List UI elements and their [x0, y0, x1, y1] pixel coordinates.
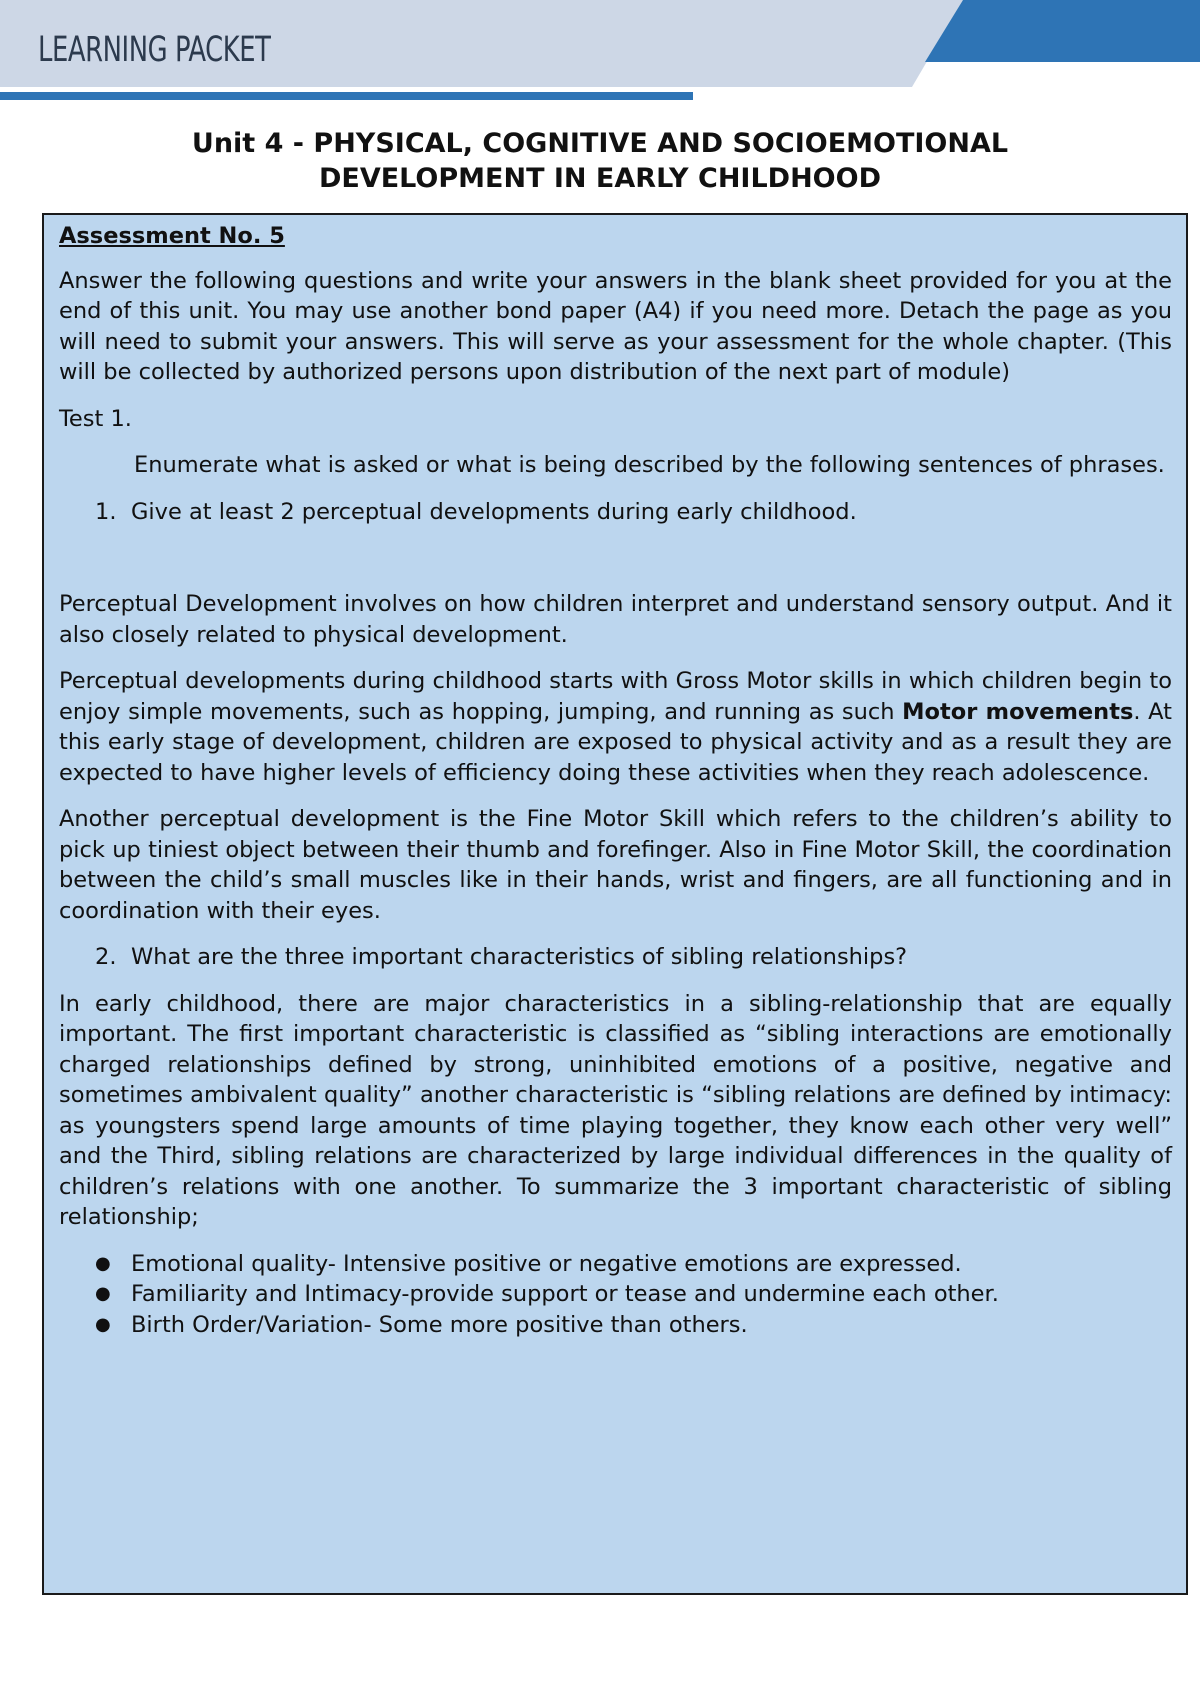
question-2-text: What are the three important characteristics of sibling relationships? — [131, 944, 908, 970]
answer-1-p2-text-a: Perceptual developments during childhood starts with Gross Motor skills in which children begin to enjoy simple movements, such as hopping, jumping, and running as such — [59, 668, 1172, 725]
list-item-text: Familiarity and Intimacy-provide support or tease and undermine each other. — [131, 1281, 999, 1307]
instructions-paragraph: Answer the following questions and write your answers in the blank sheet provided for you at the end of this unit. You may use another bond paper (A4) if you need more. Detach the page as you will need to submit your answers. This will serve as your assessment for the whole chapter. (This will be collected by authorized persons upon distribution of the next part of module) — [59, 267, 1172, 385]
list-item — [59, 1249, 1172, 1280]
bullet-icon: ● — [95, 1313, 111, 1335]
answer-1-paragraph-1: Perceptual Development involves on how children interpret and understand sensory output. And it also closely related to physical development. — [59, 591, 1172, 648]
assessment-box — [42, 213, 1188, 1595]
question-2-number: 2. — [95, 944, 117, 970]
test-instruction: Enumerate what is asked or what is being described by the following sentences of phrases. — [134, 452, 1165, 478]
list-item — [59, 1310, 1172, 1341]
unit-title-line2: DEVELOPMENT IN EARLY CHILDHOOD — [318, 163, 882, 194]
answer-1-p2-text-b: . At this early stage of development, children are exposed to physical activity and as a result they are expected to have higher levels of efficiency doing these activities when they reach adolescence. — [59, 698, 1172, 786]
list-item-text: Birth Order/Variation- Some more positive than others. — [131, 1311, 748, 1338]
list-item — [59, 1279, 1172, 1310]
answer-spacer — [59, 543, 1172, 589]
question-1-number: 1. — [95, 498, 117, 525]
question-1 — [59, 497, 1172, 528]
list-item-text: Emotional quality- Intensive positive or negative emotions are expressed. — [131, 1250, 962, 1277]
learning-packet-title: LEARNING PACKET — [38, 30, 271, 70]
motor-movements-bold: Motor movements — [902, 698, 1134, 725]
answer-1-paragraph-3: Another perceptual development is the Fine Motor Skill which refers to the children’s ability to pick up tiniest object between their thumb and forefinger. Also in Fine Motor Skill, the coordination between the child’s small muscles like in their hands, wrist and fingers, are all functioning and in coordination with their eyes. — [59, 806, 1172, 924]
assessment-heading: Assessment No. 5 — [59, 223, 285, 249]
question-2 — [59, 942, 1172, 973]
test-label: Test 1. — [59, 405, 132, 432]
characteristics-list — [59, 1249, 1172, 1341]
unit-title — [0, 126, 1200, 196]
unit-title-line1: Unit 4 - PHYSICAL, COGNITIVE AND SOCIOEMOTIONAL — [191, 128, 1009, 159]
header-banner — [0, 0, 1200, 100]
bullet-icon: ● — [95, 1283, 111, 1304]
answer-1-paragraph-2 — [59, 666, 1172, 788]
assessment-content — [59, 221, 1172, 1340]
answer-2-paragraph: In early childhood, there are major characteristics in a sibling-relationship that are equally important. The first important characteristic is classified as “sibling interactions are emotionally charged relationships defined by strong, uninhibited emotions of a positive, negative and sometimes ambivalent quality” another characteristic is “sibling relations are defined by intimacy: as youngsters spend large amounts of time playing together, they know each other very well” and the Third, sibling relations are characterized by large individual differences in the quality of children’s relations with one another. To summarize the 3 important characteristic of sibling relationship; — [59, 990, 1172, 1230]
bullet-icon: ● — [95, 1252, 111, 1274]
question-1-text: Give at least 2 perceptual developments during early childhood. — [131, 498, 857, 525]
